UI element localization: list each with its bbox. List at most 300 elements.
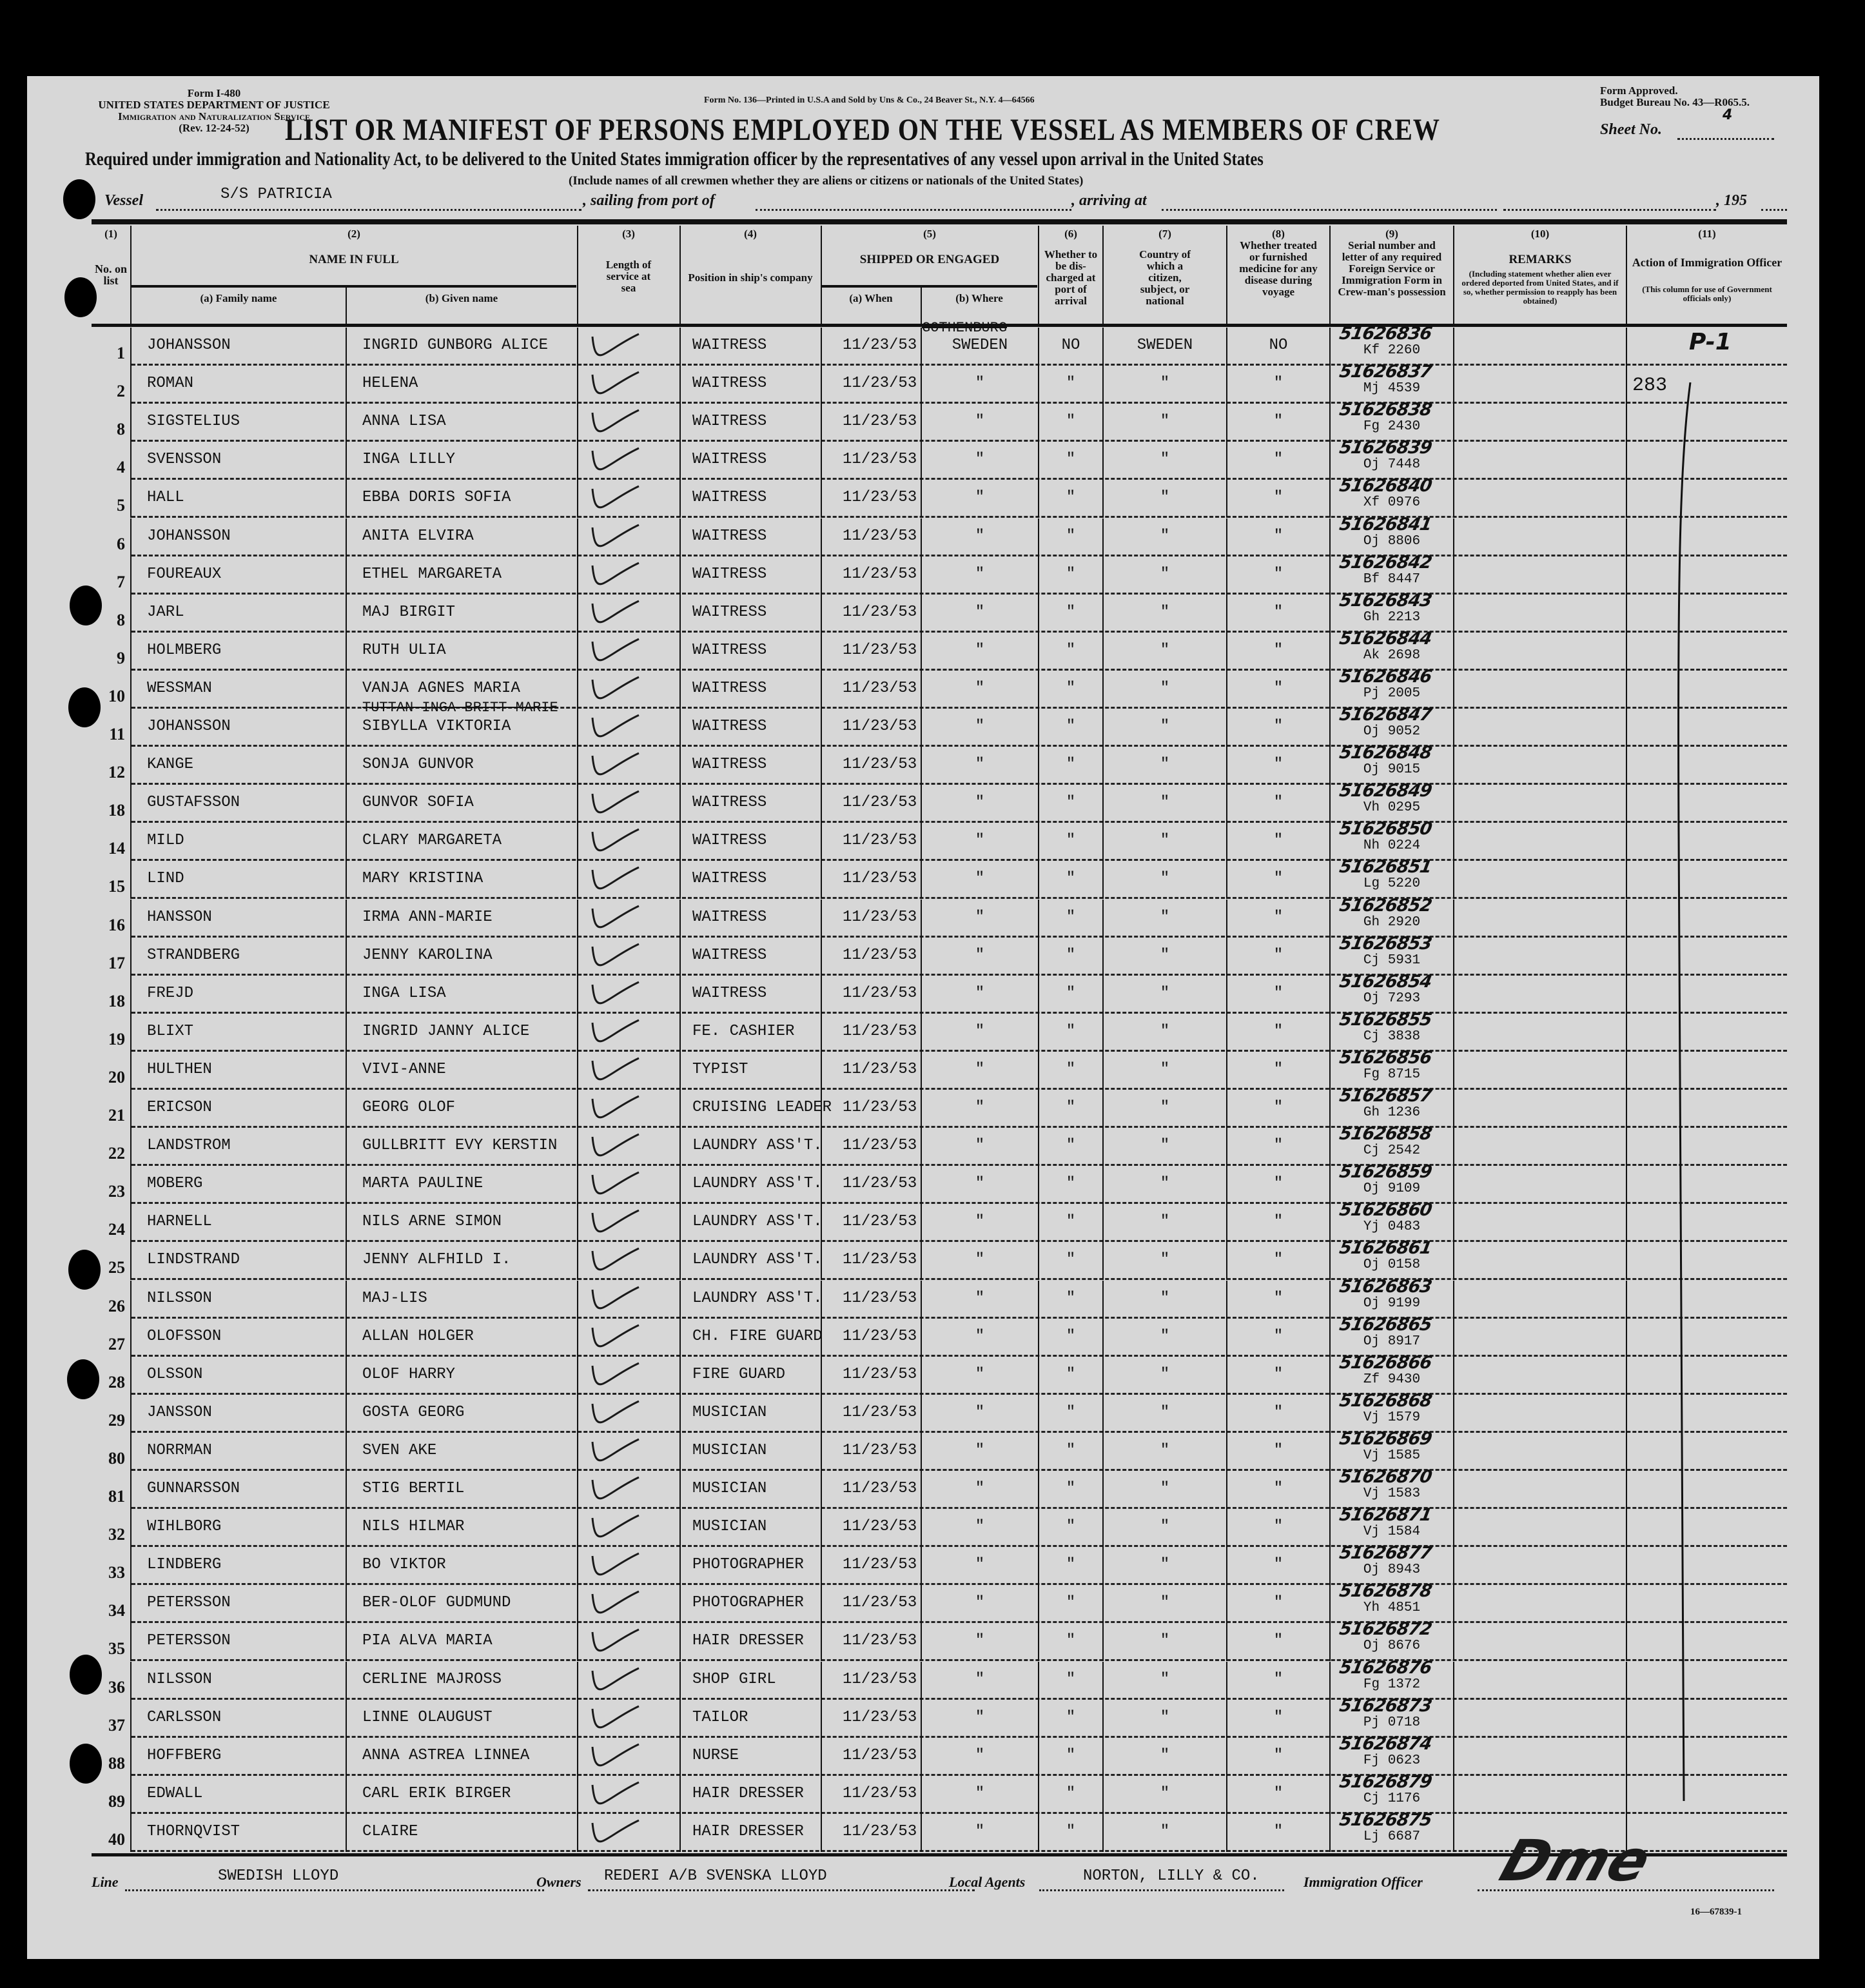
- length-of-service: [578, 1623, 679, 1661]
- officer-action-cell: [1627, 709, 1787, 747]
- when-cell: [822, 900, 921, 938]
- country-cell: [1104, 1319, 1226, 1357]
- family-cell: [132, 1662, 346, 1700]
- position-cell: [681, 328, 821, 366]
- when-cell: [822, 1585, 921, 1623]
- vessel-value: S/S PATRICIA: [220, 186, 332, 203]
- given-cell: [347, 1662, 576, 1700]
- when-text: 11/23/53: [843, 1594, 917, 1612]
- when-text: 11/23/53: [843, 1480, 917, 1497]
- where-cell: [922, 556, 1038, 595]
- officer-action-cell: [1627, 1585, 1787, 1623]
- country-cell: [1104, 1357, 1226, 1395]
- treated-cell: [1227, 328, 1329, 366]
- table-row: [92, 1733, 1787, 1776]
- family-cell: [132, 404, 346, 442]
- when-cell: [822, 1433, 921, 1471]
- discharged-cell: [1039, 747, 1102, 785]
- row-number-text: 1: [117, 344, 125, 363]
- serial-cell: [1331, 362, 1453, 404]
- where-cell: [922, 1395, 1038, 1433]
- family-cell: [132, 556, 346, 595]
- discharged-cell: [1039, 1052, 1102, 1090]
- when-cell: [822, 1547, 921, 1585]
- country-cell: [1104, 480, 1226, 518]
- form-letter: Vj 1584: [1363, 1524, 1421, 1540]
- treated-text: ": [1273, 489, 1284, 507]
- given-text: INGA LISA: [362, 984, 446, 1002]
- include-note: (Include names of all crewmen whether they are aliens or citizens or nationals of the United States): [569, 174, 1084, 188]
- table-row: [92, 362, 1787, 404]
- country-cell: [1104, 976, 1226, 1014]
- position-cell: [681, 976, 821, 1014]
- table-row: [92, 1771, 1787, 1814]
- serial-number: 51626846: [1338, 666, 1434, 687]
- table-row: [92, 781, 1787, 823]
- treated-text: ": [1273, 1213, 1284, 1231]
- officer-action-cell: [1627, 900, 1787, 938]
- where-text: ": [975, 1137, 985, 1155]
- given-text: CLARY MARGARETA: [362, 832, 502, 850]
- family-cell: [132, 1700, 346, 1738]
- approval-line-1: Form Approved.: [1600, 84, 1678, 97]
- table-row: [92, 743, 1787, 785]
- serial-cell: [1331, 1619, 1453, 1661]
- given-text: ALLAN HOLGER: [362, 1327, 474, 1345]
- when-text: 11/23/53: [843, 946, 917, 964]
- given-cell: [347, 518, 576, 556]
- form-letter: Oj 8676: [1363, 1639, 1421, 1654]
- officer-action-cell: [1627, 1623, 1787, 1661]
- country-text: ": [1160, 870, 1170, 888]
- family-text: NILSSON: [147, 1289, 212, 1307]
- country-cell: [1104, 1471, 1226, 1509]
- position-text: SHOP GIRL: [692, 1670, 776, 1688]
- when-text: 11/23/53: [843, 1708, 917, 1726]
- row-number-text: 22: [108, 1144, 125, 1163]
- officer-action-cell: [1627, 1433, 1787, 1471]
- serial-number: 51626843: [1338, 590, 1434, 611]
- discharged-text: ": [1066, 1060, 1076, 1078]
- family-text: STRANDBERG: [147, 946, 240, 964]
- country-cell: [1104, 1128, 1226, 1166]
- discharged-cell: [1039, 1662, 1102, 1700]
- where-cell: [922, 442, 1038, 480]
- row-number: [92, 1776, 130, 1814]
- when-text: 11/23/53: [843, 794, 917, 812]
- family-text: PETERSSON: [147, 1632, 231, 1650]
- when-text: 11/23/53: [843, 1403, 917, 1421]
- table-row: [92, 552, 1787, 595]
- remarks-cell: [1454, 1166, 1626, 1204]
- form-letter: Oj 9015: [1363, 762, 1421, 778]
- given-text: RUTH ULIA: [362, 641, 446, 659]
- family-cell: [132, 785, 346, 823]
- department: UNITED STATES DEPARTMENT OF JUSTICE: [98, 99, 330, 111]
- form-letter: Fg 2430: [1363, 419, 1421, 435]
- treated-cell: [1227, 1814, 1329, 1852]
- year-label: , 195: [1716, 192, 1747, 209]
- treated-text: ": [1273, 1403, 1284, 1421]
- where-cell: [922, 1319, 1038, 1357]
- remarks-cell: [1454, 900, 1626, 938]
- when-cell: [822, 1776, 921, 1814]
- position-text: WAITRESS: [692, 451, 767, 469]
- country-cell: [1104, 1090, 1226, 1128]
- treated-text: ": [1273, 1099, 1284, 1116]
- position-text: WAITRESS: [692, 870, 767, 888]
- where-cell: [922, 595, 1038, 633]
- family-text: WESSMAN: [147, 679, 212, 697]
- serial-number: 51626853: [1338, 933, 1434, 954]
- length-of-service: [578, 1814, 679, 1852]
- form-letter: Gh 2213: [1363, 609, 1421, 625]
- officer-action-cell: [1627, 785, 1787, 823]
- position-cell: [681, 480, 821, 518]
- sheet-number: 4: [1723, 107, 1733, 123]
- table-row: [92, 1505, 1787, 1547]
- position-cell: [681, 1357, 821, 1395]
- discharged-cell: [1039, 518, 1102, 556]
- agents-label: Local Agents: [949, 1874, 1026, 1890]
- check-mark-icon: [590, 1246, 641, 1274]
- check-mark-icon: [590, 522, 641, 551]
- treated-cell: [1227, 1662, 1329, 1700]
- treated-cell: [1227, 366, 1329, 404]
- family-text: ERICSON: [147, 1099, 212, 1116]
- treated-cell: [1227, 480, 1329, 518]
- given-cell: [347, 480, 576, 518]
- officer-action-cell: [1627, 1319, 1787, 1357]
- position-text: MUSICIAN: [692, 1480, 767, 1497]
- country-text: ": [1160, 451, 1170, 469]
- country-text: ": [1160, 756, 1170, 774]
- punch-hole: [63, 179, 95, 219]
- family-cell: [132, 1281, 346, 1319]
- family-text: MOBERG: [147, 1175, 203, 1193]
- row-number-text: 12: [108, 763, 125, 782]
- when-cell: [822, 1166, 921, 1204]
- serial-cell: [1331, 1162, 1453, 1204]
- officer-action-cell: [1627, 976, 1787, 1014]
- discharged-cell: [1039, 595, 1102, 633]
- check-mark-icon: [590, 1742, 641, 1770]
- family-text: HARNELL: [147, 1213, 212, 1231]
- officer-action: P-1: [1689, 329, 1732, 355]
- family-text: LINDBERG: [147, 1556, 222, 1574]
- serial-number: 51626849: [1338, 781, 1434, 802]
- length-of-service: [578, 671, 679, 709]
- position-text: WAITRESS: [692, 489, 767, 507]
- discharged-text: ": [1066, 794, 1076, 812]
- treated-text: ": [1273, 1746, 1284, 1764]
- serial-cell: [1331, 1124, 1453, 1166]
- position-cell: [681, 1776, 821, 1814]
- country-cell: [1104, 1585, 1226, 1623]
- treated-text: ": [1273, 413, 1284, 431]
- row-number: [92, 1547, 130, 1585]
- remarks-cell: [1454, 480, 1626, 518]
- row-number: [92, 518, 130, 556]
- where-text: ": [975, 1670, 985, 1688]
- when-text: 11/23/53: [843, 1060, 917, 1078]
- check-mark-icon: [590, 1780, 641, 1808]
- position-text: WAITRESS: [692, 413, 767, 431]
- country-cell: [1104, 1776, 1226, 1814]
- treated-cell: [1227, 1623, 1329, 1661]
- country-cell: [1104, 1433, 1226, 1471]
- position-cell: [681, 1166, 821, 1204]
- length-of-service: [578, 556, 679, 595]
- serial-cell: [1331, 400, 1453, 442]
- treated-cell: [1227, 1204, 1329, 1242]
- discharged-cell: [1039, 1395, 1102, 1433]
- given-cell: [347, 1052, 576, 1090]
- officer-signature: Dme: [1492, 1827, 1659, 1894]
- check-mark-icon: [590, 1208, 641, 1236]
- col5-num: (5): [923, 228, 936, 240]
- row-number: [92, 633, 130, 671]
- row-number: [92, 1471, 130, 1509]
- treated-cell: [1227, 1242, 1329, 1280]
- discharged-text: ": [1066, 870, 1076, 888]
- table-row: [92, 1238, 1787, 1280]
- given-text: IRMA ANN-MARIE: [362, 908, 493, 926]
- when-text: 11/23/53: [843, 870, 917, 888]
- line-dots: [125, 1889, 544, 1891]
- form-letter: Vj 1585: [1363, 1448, 1421, 1463]
- family-cell: [132, 442, 346, 480]
- form-letter: Pj 2005: [1363, 685, 1421, 701]
- discharged-text: ": [1066, 1708, 1076, 1726]
- serial-number: 51626868: [1338, 1390, 1434, 1411]
- when-text: 11/23/53: [843, 1251, 917, 1269]
- serial-number: 51626836: [1338, 324, 1434, 344]
- serial-number: 51626838: [1338, 400, 1434, 420]
- position-text: WAITRESS: [692, 375, 767, 393]
- row-number: [92, 1623, 130, 1661]
- family-text: JOHANSSON: [147, 527, 231, 545]
- serial-cell: [1331, 1581, 1453, 1623]
- treated-cell: [1227, 1547, 1329, 1585]
- row-number-text: 27: [108, 1334, 125, 1353]
- country-text: ": [1160, 1137, 1170, 1155]
- treated-text: ": [1273, 794, 1284, 812]
- given-cell: [347, 1776, 576, 1814]
- given-cell: [347, 1738, 576, 1776]
- table-row: [92, 1086, 1787, 1128]
- row-number-text: 29: [108, 1410, 125, 1430]
- family-text: LIND: [147, 870, 184, 888]
- table-row: [92, 628, 1787, 671]
- form-letter: Oj 8806: [1363, 533, 1421, 549]
- family-text: JANSSON: [147, 1403, 212, 1421]
- discharged-cell: [1039, 785, 1102, 823]
- position-cell: [681, 1509, 821, 1547]
- position-text: WAITRESS: [692, 718, 767, 735]
- col11-label: Action of Immigration Officer: [1632, 256, 1782, 269]
- form-letter: Nh 0224: [1363, 838, 1421, 854]
- family-cell: [132, 328, 346, 366]
- treated-text: ": [1273, 1822, 1284, 1840]
- serial-number: 51626874: [1338, 1733, 1434, 1754]
- row-number-text: 4: [117, 458, 125, 477]
- given-cell: [347, 1700, 576, 1738]
- given-cell: [347, 1509, 576, 1547]
- officer-action-cell: [1627, 1204, 1787, 1242]
- form-letter: Cj 1176: [1363, 1791, 1421, 1806]
- where-cell: [922, 518, 1038, 556]
- discharged-text: ": [1066, 641, 1076, 659]
- country-cell: [1104, 1738, 1226, 1776]
- form-letter: Mj 4539: [1363, 381, 1421, 397]
- col10-label: REMARKS: [1509, 253, 1572, 266]
- where-text: ": [975, 1213, 985, 1231]
- form-letter: Gh 1236: [1363, 1105, 1421, 1120]
- where-text: ": [975, 1784, 985, 1802]
- family-cell: [132, 976, 346, 1014]
- row-number: [92, 1700, 130, 1738]
- country-text: ": [1160, 832, 1170, 850]
- row-number-text: 15: [108, 877, 125, 896]
- position-cell: [681, 1585, 821, 1623]
- approval-block: [1600, 85, 1750, 108]
- form-letter: Oj 7293: [1363, 990, 1421, 1006]
- row-number: [92, 1242, 130, 1280]
- given-cell: [347, 1395, 576, 1433]
- treated-cell: [1227, 1281, 1329, 1319]
- serial-number: 51626876: [1338, 1657, 1434, 1678]
- position-text: TAILOR: [692, 1708, 748, 1726]
- row-number: [92, 480, 130, 518]
- discharged-cell: [1039, 556, 1102, 595]
- where-text: ": [975, 1594, 985, 1612]
- serial-cell: [1331, 438, 1453, 480]
- position-cell: [681, 1090, 832, 1128]
- discharged-text: ": [1066, 1480, 1076, 1497]
- when-cell: [822, 595, 921, 633]
- family-text: CARLSSON: [147, 1708, 222, 1726]
- serial-cell: [1331, 1733, 1453, 1776]
- check-mark-icon: [590, 1589, 641, 1617]
- when-text: 11/23/53: [843, 1556, 917, 1574]
- treated-cell: [1227, 671, 1329, 709]
- remarks-cell: [1454, 1623, 1626, 1661]
- row-number: [92, 442, 130, 480]
- row-number: [92, 595, 130, 633]
- family-cell: [132, 595, 346, 633]
- when-cell: [822, 747, 921, 785]
- where-text: ": [975, 1289, 985, 1307]
- approval-line-2: Budget Bureau No. 43—R065.5.: [1600, 96, 1750, 108]
- table-row: [92, 1428, 1787, 1471]
- treated-text: ": [1273, 984, 1284, 1002]
- where-cell: [922, 480, 1038, 518]
- where-cell: [922, 1700, 1038, 1738]
- length-of-service: [578, 1395, 679, 1433]
- where-text: ": [975, 946, 985, 964]
- when-cell: [822, 366, 921, 404]
- serial-number: 51626858: [1338, 1124, 1434, 1145]
- serial-cell: [1331, 1809, 1453, 1852]
- position-cell: [681, 1052, 821, 1090]
- treated-text: ": [1273, 1060, 1284, 1078]
- when-text: 11/23/53: [843, 1213, 917, 1231]
- position-cell: [681, 1814, 821, 1852]
- position-cell: [681, 518, 821, 556]
- serial-cell: [1331, 1276, 1453, 1319]
- remarks-cell: [1454, 1776, 1626, 1814]
- country-text: ": [1160, 1632, 1170, 1650]
- row-number: [92, 900, 130, 938]
- discharged-cell: [1039, 1585, 1102, 1623]
- table-row: [92, 1124, 1787, 1166]
- remarks-cell: [1454, 1242, 1626, 1280]
- discharged-text: ": [1066, 679, 1076, 697]
- country-cell: [1104, 709, 1226, 747]
- position-text: WAITRESS: [692, 984, 767, 1002]
- when-text: 11/23/53: [843, 527, 917, 545]
- remarks-cell: [1454, 404, 1626, 442]
- family-cell: [132, 1395, 346, 1433]
- position-cell: [681, 1014, 821, 1052]
- where-text: ": [975, 984, 985, 1002]
- row-number: [92, 404, 130, 442]
- sheet-dots: [1677, 138, 1774, 140]
- check-mark-icon: [590, 331, 641, 360]
- country-text: ": [1160, 908, 1170, 926]
- given-text: GOSTA GEORG: [362, 1403, 465, 1421]
- row-number: [92, 976, 130, 1014]
- remarks-cell: [1454, 1433, 1626, 1471]
- remarks-text: 283: [1632, 375, 1668, 397]
- table-row: [92, 1390, 1787, 1433]
- country-cell: [1104, 900, 1226, 938]
- length-of-service: [578, 1662, 679, 1700]
- where-cell: [922, 938, 1038, 976]
- given-text: INGRID GUNBORG ALICE: [362, 337, 549, 354]
- given-cell: [347, 900, 576, 938]
- treated-cell: [1227, 1128, 1329, 1166]
- remarks-cell: [1454, 1052, 1626, 1090]
- treated-text: ": [1273, 908, 1284, 926]
- family-text: JOHANSSON: [147, 337, 231, 354]
- form-code: 16—67839-1: [1690, 1907, 1742, 1917]
- country-text: ": [1160, 1099, 1170, 1116]
- family-cell: [132, 823, 346, 861]
- table-row: [92, 1657, 1787, 1700]
- form-letter: Cj 3838: [1363, 1028, 1421, 1044]
- country-text: ": [1160, 565, 1170, 583]
- given-cell: [347, 633, 576, 671]
- country-text: ": [1160, 1822, 1170, 1840]
- position-cell: [681, 442, 821, 480]
- where-text: ": [975, 794, 985, 812]
- check-mark-icon: [590, 941, 641, 970]
- remarks-cell: [1454, 1738, 1626, 1776]
- col1-label: No. on list: [94, 262, 127, 287]
- family-text: HALL: [147, 489, 184, 507]
- when-text: 11/23/53: [843, 1175, 917, 1193]
- where-text: ": [975, 451, 985, 469]
- remarks-cell: [1454, 1357, 1626, 1395]
- country-text: ": [1160, 1251, 1170, 1269]
- length-of-service: [578, 900, 679, 938]
- country-cell: [1104, 1509, 1226, 1547]
- country-text: SWEDEN: [1137, 337, 1193, 354]
- officer-label: Immigration Officer: [1304, 1874, 1423, 1890]
- family-text: FOUREAUX: [147, 565, 222, 583]
